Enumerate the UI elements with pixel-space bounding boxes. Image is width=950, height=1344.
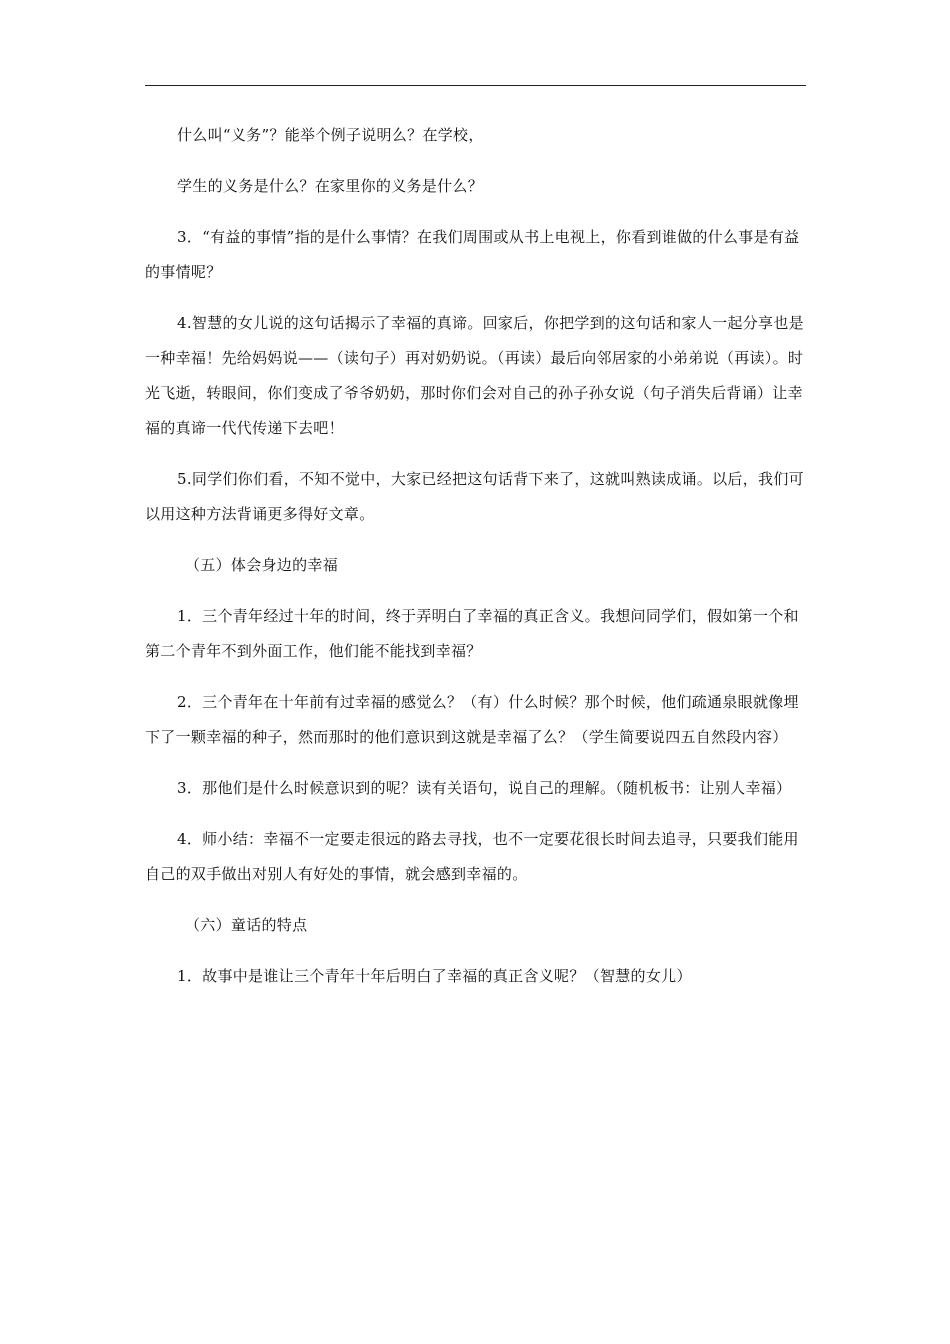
paragraph-gap xyxy=(145,204,806,220)
paragraph-section5-item-2: 2．三个青年在十年前有过幸福的感觉么？（有）什么时候？那个时候，他们疏通泉眼就像埋下了一颗幸福的种子，然而那时的他们意识到这就是幸福了么？（学生简要说四五自然段内容） xyxy=(145,693,799,746)
paragraph-section5-item-3: 3．那他们是什么时候意识到的呢？读有关语句，说自己的理解。（随机板书：让别人幸福） xyxy=(177,779,792,797)
paragraph-item-5: 5.同学们你们看，不知不觉中，大家已经把这句话背下来了，这就叫熟读成诵。以后，我们可以用这种方法背诵更多得好文章。 xyxy=(145,470,804,523)
paragraph-gap xyxy=(145,755,806,771)
paragraph-item-3: 3．“有益的事情”指的是什么事情？在我们周围或从书上电视上，你看到谁做的什么事是有益的事情呢？ xyxy=(145,228,800,281)
paragraph-gap xyxy=(145,943,806,959)
paragraph-gap xyxy=(145,669,806,685)
header-rule xyxy=(145,85,806,86)
paragraph-section6-item-1: 1．故事中是谁让三个青年十年后明白了幸福的真正含义呢？（智慧的女儿） xyxy=(177,967,692,985)
paragraph-duty-question: 什么叫“义务”？能举个例子说明么？在学校， xyxy=(177,126,484,144)
section-heading-six: （六）童话的特点 xyxy=(185,916,308,934)
paragraph-item-4: 4.智慧的女儿说的这句话揭示了幸福的真谛。回家后，你把学到的这句话和家人一起分享也是一种幸福！先给妈妈说——（读句子）再对奶奶说。（再读）最后向邻居家的小弟弟说（再读）。时光飞逝，转眼间，你们变成了爷爷奶奶，那时你们会对自己的孙子孙女说（句子消失后背诵）让幸福的真谛一代代传递下去吧！ xyxy=(145,314,804,437)
paragraph-student-duty: 学生的义务是什么？在家里你的义务是什么？ xyxy=(177,177,484,195)
paragraph-gap xyxy=(145,806,806,822)
paragraph-gap xyxy=(145,446,806,462)
paragraph-gap xyxy=(145,153,806,169)
paragraph-gap xyxy=(145,583,806,599)
paragraph-section5-item-1: 1．三个青年经过十年的时间，终于弄明白了幸福的真正含义。我想问同学们，假如第一个和第二个青年不到外面工作，他们能不能找到幸福？ xyxy=(145,607,799,660)
section-heading-five: （五）体会身边的幸福 xyxy=(185,556,339,574)
paragraph-gap xyxy=(145,892,806,908)
paragraph-gap xyxy=(145,532,806,548)
document-body xyxy=(145,118,806,994)
paragraph-gap xyxy=(145,290,806,306)
paragraph-section5-item-4: 4．师小结：幸福不一定要走很远的路去寻找，也不一定要花很长时间去追寻，只要我们能用自己的双手做出对别人有好处的事情，就会感到幸福的。 xyxy=(145,830,799,883)
